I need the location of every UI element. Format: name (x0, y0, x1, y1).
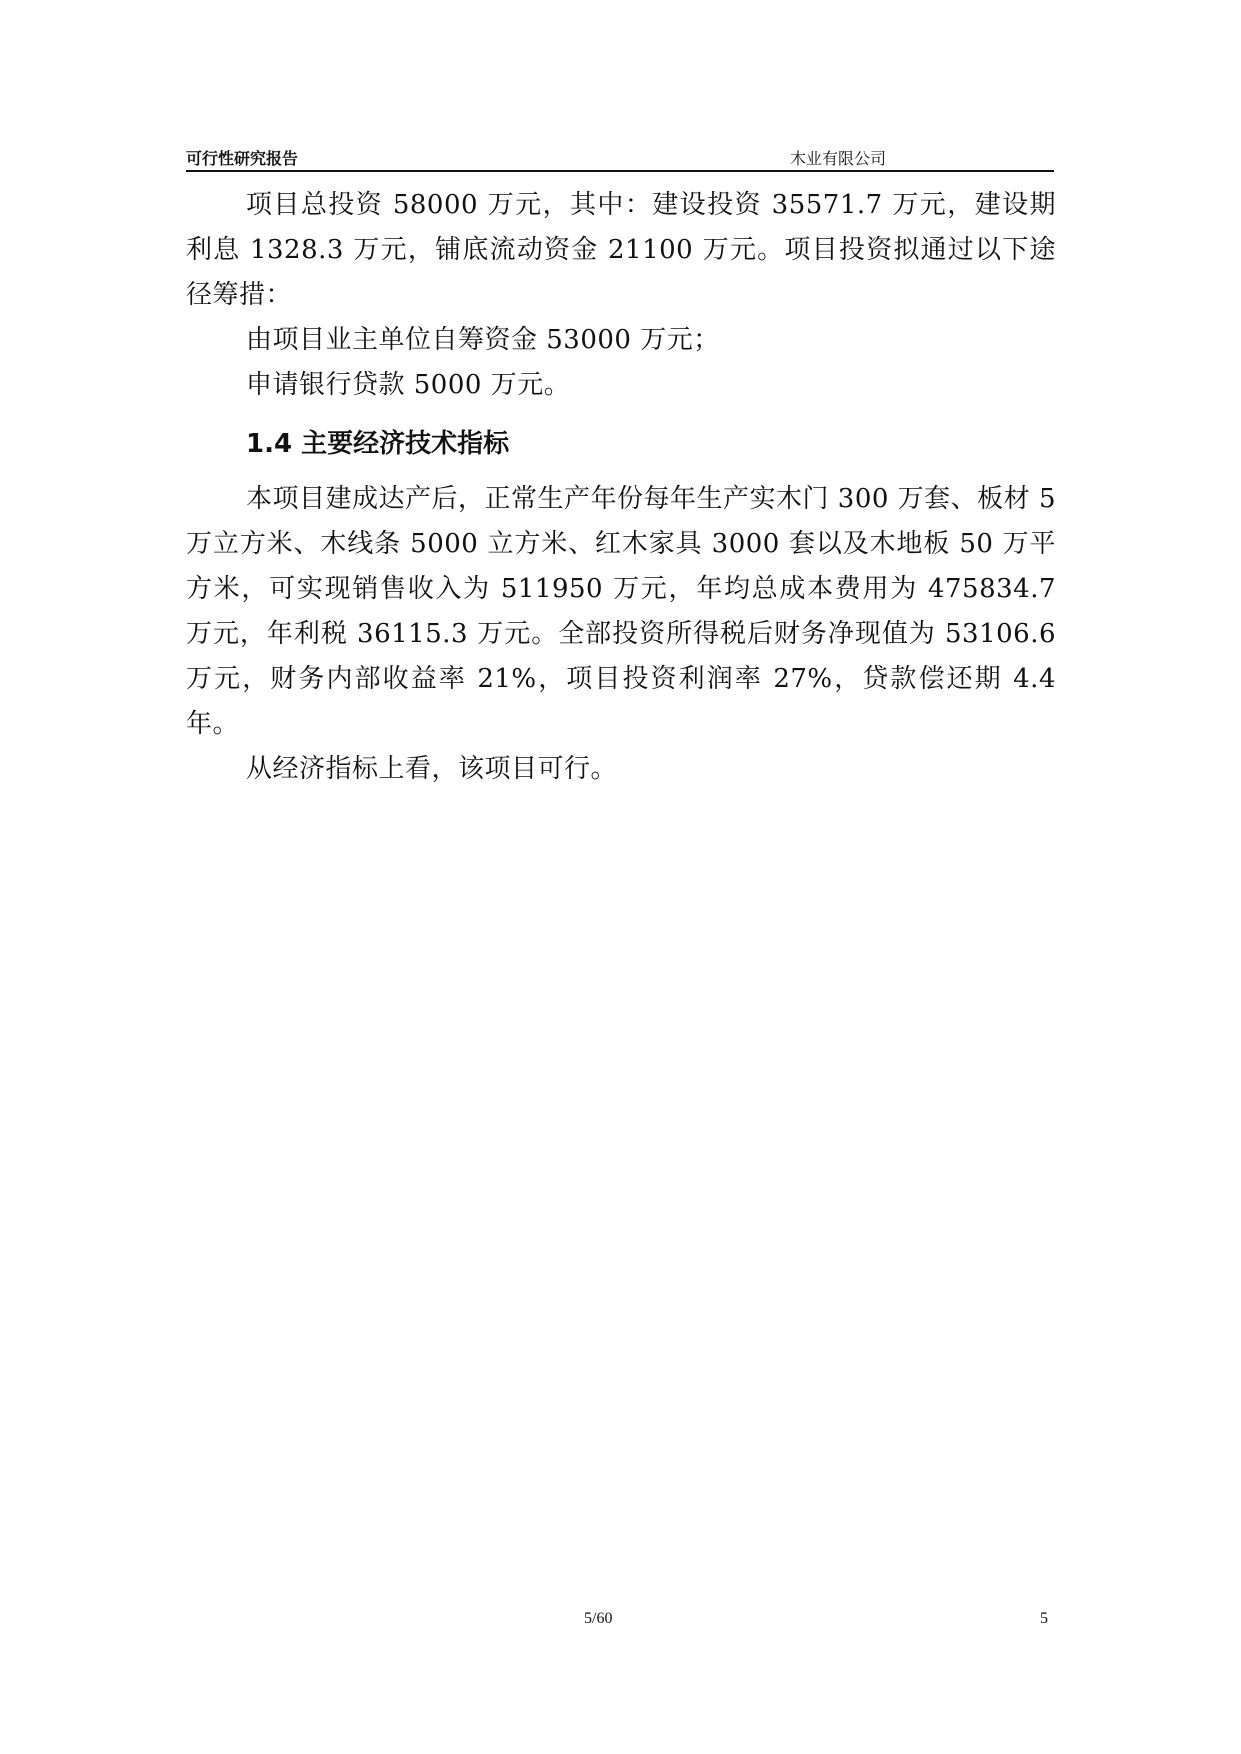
section-heading: 1.4 主要经济技术指标 (246, 429, 510, 459)
header-company: 木业有限公司 (790, 149, 887, 168)
document-body (186, 183, 1056, 792)
paragraph-conclusion: 从经济指标上看，该项目可行。 (246, 754, 618, 784)
paragraph-bank-loan: 申请银行贷款 5000 万元。 (246, 370, 571, 400)
page-number: 5 (1040, 1610, 1048, 1627)
paragraph-indicators: 本项目建成达产后，正常生产年份每年生产实木门 300 万套、板材 5 万立方米、木线条 5000 立方米、红木家具 3000 套以及木地板 50 万平方米，可实现销售收入为 511950 万元，年均总成本费用为 475834.7 万元，年利税 36115.3 万元。全部投资所得税后财务净现值为 53106.6 万元，财务内部收益率 21%，项目投资利润率 27%，贷款偿还期 4.4 年。 (186, 484, 1056, 739)
page-counter: 5/60 (584, 1610, 613, 1627)
paragraph-self-funding: 由项目业主单位自筹资金 53000 万元； (246, 325, 720, 355)
paragraph-investment: 项目总投资 58000 万元，其中：建设投资 35571.7 万元，建设期利息 1328.3 万元，铺底流动资金 21100 万元。项目投资拟通过以下途径筹措： (186, 190, 1056, 310)
header-title: 可行性研究报告 (186, 149, 299, 168)
page-header (186, 148, 1054, 172)
